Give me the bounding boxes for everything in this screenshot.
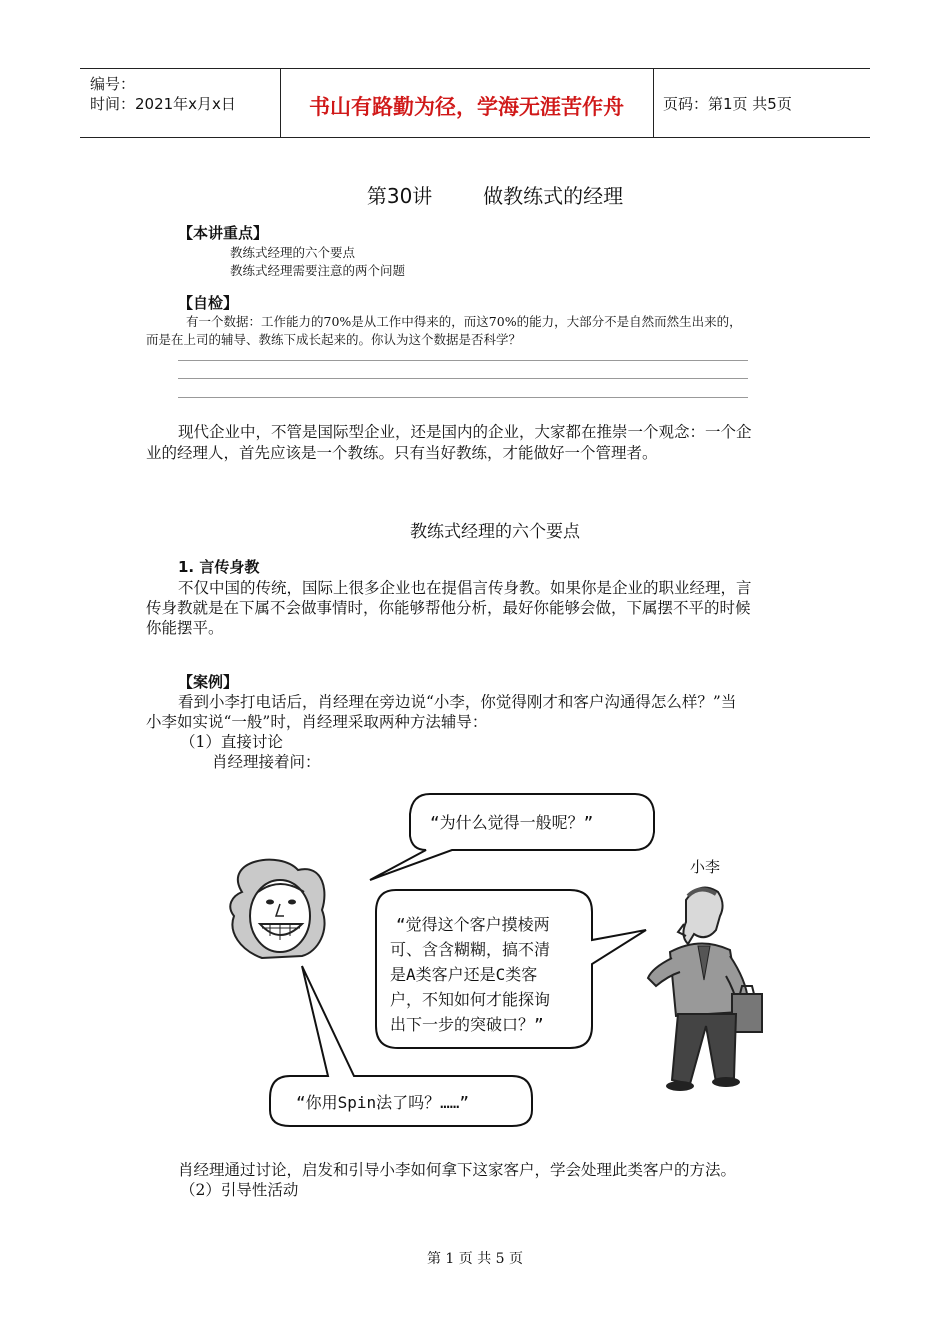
header-left-cell — [80, 69, 281, 137]
point-line: 你能摆平。 — [146, 619, 224, 637]
date-label: 时间：2021年x月x日 — [90, 95, 236, 113]
speech-bubble-top — [370, 794, 654, 880]
header-motto-cell — [280, 69, 654, 137]
self-check-heading: 【自检】 — [178, 294, 239, 312]
number-label: 编号： — [90, 75, 136, 93]
point-line: 不仅中国的传统，国际上很多企业也在提倡言传身教。如果你是企业的职业经理，言 — [178, 579, 752, 597]
case-heading: 【案例】 — [178, 673, 239, 691]
lecture-title: 第30讲 做教练式的经理 — [366, 184, 624, 208]
self-check-line: 而是在上司的辅导、教练下成长起来的。你认为这个数据是否科学？ — [146, 332, 522, 347]
key-points-heading: 【本讲重点】 — [178, 224, 269, 242]
bubble-bottom-text: “你用Spin法了吗？……” — [296, 1093, 470, 1112]
salesman-figure-icon — [648, 888, 762, 1092]
method-label: （2）引导性活动 — [180, 1181, 299, 1199]
motto: 书山有路勤为径，学海无涯苦作舟 — [309, 95, 624, 119]
document-header — [80, 68, 870, 138]
bubble-middle-line: 出下一步的突破口？” — [390, 1015, 544, 1034]
case-line: 看到小李打电话后，肖经理在旁边说“小李，你觉得刚才和客户沟通得怎么样？”当 — [178, 693, 737, 711]
header-page-cell — [653, 69, 870, 137]
cartoon-illustration — [200, 780, 800, 1160]
answer-line — [178, 360, 748, 361]
case-followup: 肖经理接着问： — [212, 753, 321, 771]
key-point-item: 教练式经理需要注意的两个问题 — [230, 263, 406, 278]
bubble-middle-line: 户，不知如何才能探询 — [390, 990, 551, 1009]
answer-line — [178, 378, 748, 379]
method-label: （1）直接讨论 — [180, 733, 283, 751]
speaker-label: 小李 — [690, 858, 721, 876]
bubble-middle-line: 可、含含糊糊，搞不清 — [390, 940, 551, 959]
page-footer: 第 1 页 共 5 页 — [426, 1251, 524, 1267]
section-title: 教练式经理的六个要点 — [410, 522, 580, 542]
page-info: 页码：第1页 共5页 — [663, 95, 792, 113]
self-check-line: 有一个数据：工作能力的70%是从工作中得来的，而这70%的能力，大部分不是自然而然生出来的， — [186, 314, 742, 329]
bubble-middle-line: “觉得这个客户摸棱两 — [396, 915, 550, 934]
intro-line: 业的经理人，首先应该是一个教练。只有当好教练，才能做好一个管理者。 — [146, 444, 658, 462]
key-point-item: 教练式经理的六个要点 — [230, 245, 356, 260]
point-heading: 1. 言传身教 — [178, 558, 260, 576]
manager-face-icon — [230, 860, 324, 958]
bubble-top-text: “为什么觉得一般呢？” — [430, 813, 594, 832]
answer-line — [178, 397, 748, 398]
bubble-middle-line: 是A类客户还是C类客 — [390, 965, 538, 984]
point-line: 传身教就是在下属不会做事情时，你能够帮他分析，最好你能够会做，下属摆不平的时候 — [146, 599, 751, 617]
case-line: 小李如实说“一般”时，肖经理采取两种方法辅导： — [146, 713, 488, 731]
intro-line: 现代企业中，不管是国际型企业，还是国内的企业，大家都在推崇一个观念：一个企 — [178, 423, 752, 441]
after-case-text: 肖经理通过讨论，启发和引导小李如何拿下这家客户，学会处理此类客户的方法。 — [178, 1161, 737, 1179]
